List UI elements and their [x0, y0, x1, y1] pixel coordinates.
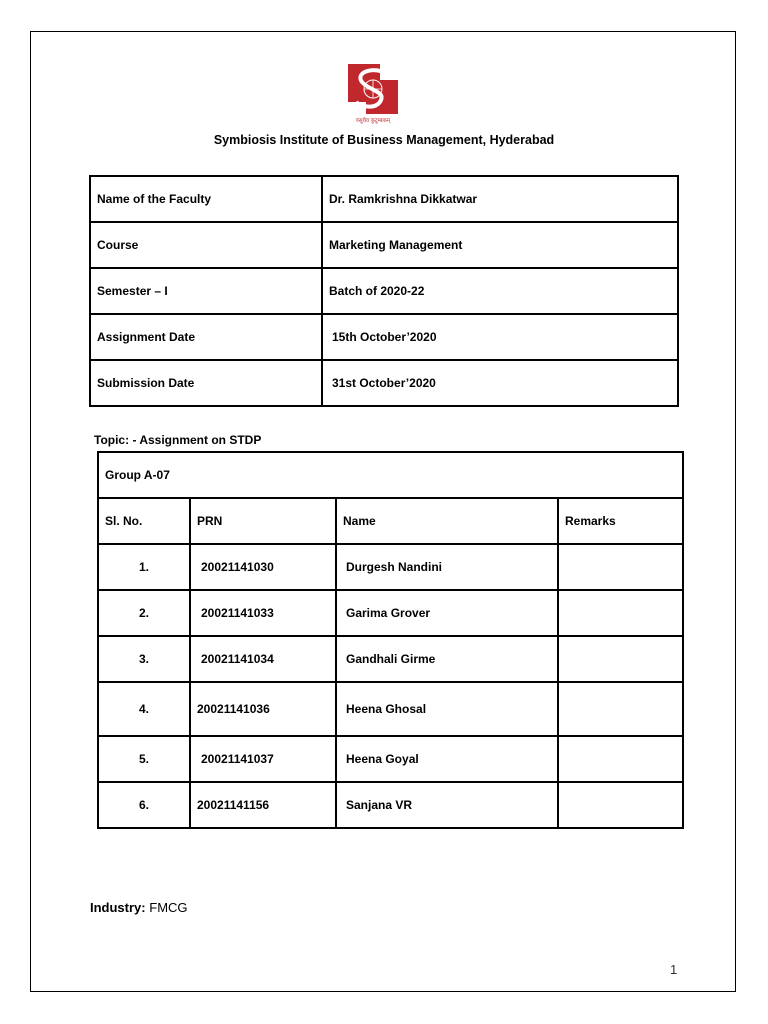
- prn-cell: 20021141036: [190, 682, 336, 736]
- industry-line: [90, 900, 188, 915]
- detail-value: 15th October’2020: [322, 314, 678, 360]
- detail-value: Marketing Management: [322, 222, 678, 268]
- table-row: [98, 682, 683, 736]
- industry-value: FMCG: [149, 900, 188, 915]
- group-name: Group A-07: [98, 452, 683, 498]
- name-cell: Gandhali Girme: [336, 636, 558, 682]
- sl-cell: 2.: [98, 590, 190, 636]
- details-row: [90, 268, 678, 314]
- table-row: [98, 544, 683, 590]
- name-cell: Heena Goyal: [336, 736, 558, 782]
- page-number: 1: [670, 962, 678, 977]
- table-row: [98, 736, 683, 782]
- name-cell: Garima Grover: [336, 590, 558, 636]
- col-header-prn: PRN: [190, 498, 336, 544]
- remarks-cell: [558, 682, 683, 736]
- detail-label: Name of the Faculty: [90, 176, 322, 222]
- name-cell: Heena Ghosal: [336, 682, 558, 736]
- name-cell: Durgesh Nandini: [336, 544, 558, 590]
- logo-motto: वसुधैव कुटुम्बकम्: [355, 118, 391, 124]
- sl-cell: 6.: [98, 782, 190, 828]
- remarks-cell: [558, 590, 683, 636]
- sl-cell: 5.: [98, 736, 190, 782]
- topic-heading: Topic: - Assignment on STDP: [94, 433, 262, 447]
- detail-value: Batch of 2020-22: [322, 268, 678, 314]
- institute-title: Symbiosis Institute of Business Management, Hyderabad: [213, 133, 555, 147]
- remarks-cell: [558, 782, 683, 828]
- detail-value: 31st October’2020: [322, 360, 678, 406]
- col-header-sl: Sl. No.: [98, 498, 190, 544]
- remarks-cell: [558, 736, 683, 782]
- prn-cell: 20021141034: [190, 636, 336, 682]
- remarks-cell: [558, 636, 683, 682]
- sl-cell: 4.: [98, 682, 190, 736]
- detail-value: Dr. Ramkrishna Dikkatwar: [322, 176, 678, 222]
- group-table: [97, 451, 684, 829]
- detail-label: Semester – I: [90, 268, 322, 314]
- detail-label: Submission Date: [90, 360, 322, 406]
- col-header-remarks: Remarks: [558, 498, 683, 544]
- table-row: [98, 636, 683, 682]
- col-header-name: Name: [336, 498, 558, 544]
- sl-cell: 3.: [98, 636, 190, 682]
- symbiosis-logo: [346, 62, 401, 124]
- prn-cell: 20021141030: [190, 544, 336, 590]
- detail-label: Course: [90, 222, 322, 268]
- header-row: [98, 498, 683, 544]
- details-row: [90, 222, 678, 268]
- prn-cell: 20021141037: [190, 736, 336, 782]
- sl-cell: 1.: [98, 544, 190, 590]
- table-row: [98, 590, 683, 636]
- details-row: [90, 360, 678, 406]
- group-row: [98, 452, 683, 498]
- name-cell: Sanjana VR: [336, 782, 558, 828]
- prn-cell: 20021141033: [190, 590, 336, 636]
- table-row: [98, 782, 683, 828]
- details-row: [90, 314, 678, 360]
- industry-label: Industry:: [90, 900, 146, 915]
- remarks-cell: [558, 544, 683, 590]
- details-table: [89, 175, 679, 407]
- detail-label: Assignment Date: [90, 314, 322, 360]
- prn-cell: 20021141156: [190, 782, 336, 828]
- details-row: [90, 176, 678, 222]
